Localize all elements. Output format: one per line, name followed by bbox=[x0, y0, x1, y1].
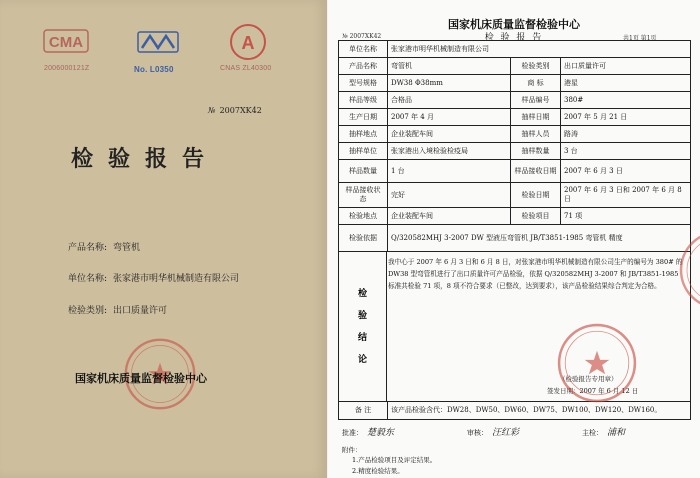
basis-label: 检验依据 bbox=[349, 233, 377, 242]
table-value-cell bbox=[388, 109, 511, 125]
cover-title: 检验报告 bbox=[71, 146, 220, 172]
table-label-cell bbox=[339, 160, 388, 182]
row-label-1: 检验地点 bbox=[349, 211, 377, 220]
table-label-cell bbox=[511, 160, 561, 182]
product-value: 弯管机 bbox=[113, 243, 141, 253]
row-value-1: 张家港出入境检验检疫局 bbox=[391, 146, 468, 155]
row-value-1: 弯管机 bbox=[391, 61, 412, 70]
table-value-cell bbox=[388, 160, 511, 182]
row-label-2: 抽样人员 bbox=[521, 129, 550, 138]
report-org-title: 国家机床质量监督检验中心 bbox=[448, 18, 580, 31]
table-value-cell bbox=[388, 143, 511, 159]
conclusion-date: 签发日期：2007 年 6 月 12 日 bbox=[547, 387, 639, 395]
row-value-1: 2007 年 4 月 bbox=[391, 112, 434, 121]
partial-seal-stamp bbox=[674, 225, 700, 315]
table-label-cell bbox=[339, 58, 388, 74]
row-label-1: 型号规格 bbox=[349, 78, 377, 87]
row-label-1: 样品等级 bbox=[349, 95, 377, 104]
table-value-cell bbox=[561, 92, 690, 108]
table-row bbox=[339, 109, 690, 126]
table-value-cell bbox=[388, 126, 511, 142]
table-row bbox=[339, 208, 690, 225]
table-label-cell bbox=[511, 75, 561, 91]
conclusion-label-cell bbox=[339, 252, 387, 401]
table-row bbox=[339, 402, 690, 419]
table-row bbox=[339, 143, 690, 160]
table-value-cell bbox=[561, 160, 690, 182]
row-label-1: 产品名称 bbox=[349, 61, 377, 70]
table-label-cell bbox=[339, 75, 388, 91]
table-label-cell bbox=[511, 109, 561, 125]
row-value-2: 3 台 bbox=[564, 146, 578, 155]
table-row bbox=[339, 41, 690, 58]
unit-row-label: 单位名称 bbox=[349, 44, 377, 53]
report-number: № 2007XK42 bbox=[342, 33, 382, 40]
row-label-2: 检验类别 bbox=[521, 61, 550, 70]
report-subtitle: 检 验 报 告 bbox=[484, 33, 544, 43]
row-label-1: 样品接收状 态 bbox=[345, 186, 381, 203]
report-number-label: № bbox=[208, 106, 216, 115]
table-value-cell bbox=[388, 225, 690, 251]
row-label-1: 样品数量 bbox=[349, 166, 377, 175]
row-label-2: 检验项目 bbox=[521, 211, 550, 220]
approve-label: 批准： bbox=[342, 429, 363, 437]
cover-organization: 国家机床质量监督检验中心 bbox=[75, 372, 207, 385]
row-value-2: 出口质量许可 bbox=[564, 61, 606, 70]
table-value-cell bbox=[561, 58, 690, 74]
product-label: 产品名称: bbox=[68, 243, 108, 253]
table-row bbox=[339, 58, 690, 75]
row-label-2: 商 标 bbox=[527, 78, 544, 87]
row-value-2: 2007 年 6 月 3 日 bbox=[564, 166, 623, 175]
unit-label: 单位名称: bbox=[68, 274, 108, 284]
attachment-item: 1.产品检验项目及评定结果。 bbox=[352, 456, 437, 464]
table-label-cell bbox=[339, 402, 388, 419]
table-row bbox=[339, 75, 690, 92]
row-value-1: 1 台 bbox=[391, 166, 405, 175]
signature-row bbox=[342, 425, 692, 441]
row-label-2: 抽样日期 bbox=[521, 112, 550, 121]
chief-inspector-signature bbox=[582, 425, 625, 438]
table-value-cell bbox=[388, 75, 511, 91]
table-value-cell bbox=[388, 208, 511, 224]
report-number-value: 2007XK42 bbox=[219, 106, 262, 115]
conclusion-text: 我中心于 2007 年 6 月 3 日和 6 月 8 日，对张家港市明华机械制造有限公司生产的编号为 380# 的 DW38 型弯管机进行了出口质量许可产品检验，依据 Q/320582MHJ 3-2007 和 JB/T3851-1985 标准共检验 71 项，8 项不符合要求（已整改，达到要求），该产品检验结果综合判定为合格。 bbox=[388, 258, 683, 291]
table-label-cell bbox=[511, 208, 561, 224]
remark-value: 该产品检验含代：DW28、DW50、DW60、DW75、DW100、DW120、DW160。 bbox=[391, 406, 662, 415]
report-page bbox=[328, 0, 700, 478]
attachment-item: 2.精度检验结果。 bbox=[352, 467, 404, 475]
row-label-2: 样品接收日期 bbox=[514, 166, 557, 175]
table-value-cell bbox=[388, 183, 511, 207]
unit-row-value: 张家港市明华机械制造有限公司 bbox=[391, 44, 489, 53]
red-seal-stamp bbox=[556, 322, 638, 404]
table-value-cell bbox=[388, 402, 690, 419]
reviewer-signature bbox=[467, 425, 519, 438]
cma-number: 2006000121Z bbox=[44, 65, 90, 72]
table-label-cell bbox=[339, 183, 388, 207]
cal-number: No. L0350 bbox=[134, 65, 174, 74]
cnas-logo-text: A bbox=[241, 33, 255, 53]
cover-category-field bbox=[68, 303, 167, 316]
table-row bbox=[339, 225, 690, 252]
row-label-2: 检验日期 bbox=[521, 190, 550, 199]
table-label-cell bbox=[339, 208, 388, 224]
report-cover bbox=[0, 0, 327, 478]
row-value-1: DW38 Φ38mm bbox=[391, 78, 443, 87]
table-label-cell bbox=[511, 126, 561, 142]
category-value: 出口质量许可 bbox=[113, 306, 168, 316]
cover-report-number bbox=[208, 106, 262, 115]
table-row bbox=[339, 126, 690, 143]
cma-logo-text: CMA bbox=[48, 34, 84, 51]
review-label: 审核： bbox=[467, 429, 488, 437]
unit-value: 张家港市明华机械制造有限公司 bbox=[113, 274, 240, 284]
table-label-cell bbox=[339, 109, 388, 125]
row-value-2: 港星 bbox=[564, 78, 578, 87]
row-value-2: 2007 年 5 月 21 日 bbox=[564, 112, 628, 121]
table-value-cell bbox=[388, 92, 511, 108]
table-value-cell bbox=[388, 58, 511, 74]
table-value-cell bbox=[561, 126, 690, 142]
report-page-info: 共1页 第1页 bbox=[623, 35, 657, 42]
row-label-1: 抽样单位 bbox=[349, 146, 377, 155]
table-label-cell bbox=[511, 58, 561, 74]
cover-product-field bbox=[68, 240, 140, 253]
check-label: 主检： bbox=[582, 429, 603, 437]
row-value-1: 企业装配车间 bbox=[391, 129, 433, 138]
row-value-2: 71 项 bbox=[564, 211, 583, 220]
row-value-1: 企业装配车间 bbox=[391, 211, 433, 220]
row-label-2: 样品编号 bbox=[521, 95, 550, 104]
table-label-cell bbox=[339, 143, 388, 159]
row-value-2: 路涛 bbox=[564, 129, 578, 138]
cover-unit-field bbox=[68, 271, 239, 284]
table-row bbox=[339, 160, 690, 183]
table-value-cell bbox=[561, 75, 690, 91]
table-label-cell bbox=[339, 41, 388, 57]
row-value-2: 380# bbox=[564, 95, 584, 104]
table-value-cell bbox=[561, 109, 690, 125]
row-label-2: 抽样数量 bbox=[521, 146, 550, 155]
remark-label: 备 注 bbox=[354, 406, 372, 415]
conclusion-stamp-text: （检验报告专用章） bbox=[559, 375, 618, 383]
check-signature-text: 浦和 bbox=[607, 428, 626, 438]
row-value-1: 完好 bbox=[391, 190, 405, 199]
table-label-cell bbox=[339, 225, 388, 251]
basis-value: Q/320582MHJ 3-2007 DW 型液压弯管机 JB/T3851-1985 弯管机 精度 bbox=[391, 233, 623, 242]
report-table bbox=[338, 40, 691, 420]
row-value-2: 2007 年 6 月 3 日和 2007 年 6 月 8 日 bbox=[564, 186, 682, 203]
table-row bbox=[339, 92, 690, 109]
row-label-1: 抽样地点 bbox=[349, 129, 377, 138]
conclusion-label: 检验结论 bbox=[357, 288, 367, 365]
row-label-1: 生产日期 bbox=[349, 112, 377, 121]
table-value-cell bbox=[561, 208, 690, 224]
review-signature-text: 汪红彩 bbox=[492, 428, 520, 438]
approve-signature-text: 楚毅东 bbox=[367, 428, 395, 438]
table-label-cell bbox=[511, 92, 561, 108]
category-label: 检验类别: bbox=[68, 306, 108, 316]
table-value-cell bbox=[388, 41, 690, 57]
table-label-cell bbox=[339, 92, 388, 108]
certification-logos bbox=[0, 18, 327, 88]
table-label-cell bbox=[511, 143, 561, 159]
table-value-cell bbox=[561, 143, 690, 159]
table-label-cell bbox=[339, 126, 388, 142]
table-value-cell bbox=[561, 183, 690, 207]
cnas-number: CNAS ZL40300 bbox=[220, 65, 272, 72]
attachments-label: 附件： bbox=[342, 446, 362, 454]
approver-signature bbox=[342, 425, 394, 438]
row-value-1: 合格品 bbox=[391, 95, 412, 104]
table-label-cell bbox=[511, 183, 561, 207]
table-row bbox=[339, 183, 690, 208]
